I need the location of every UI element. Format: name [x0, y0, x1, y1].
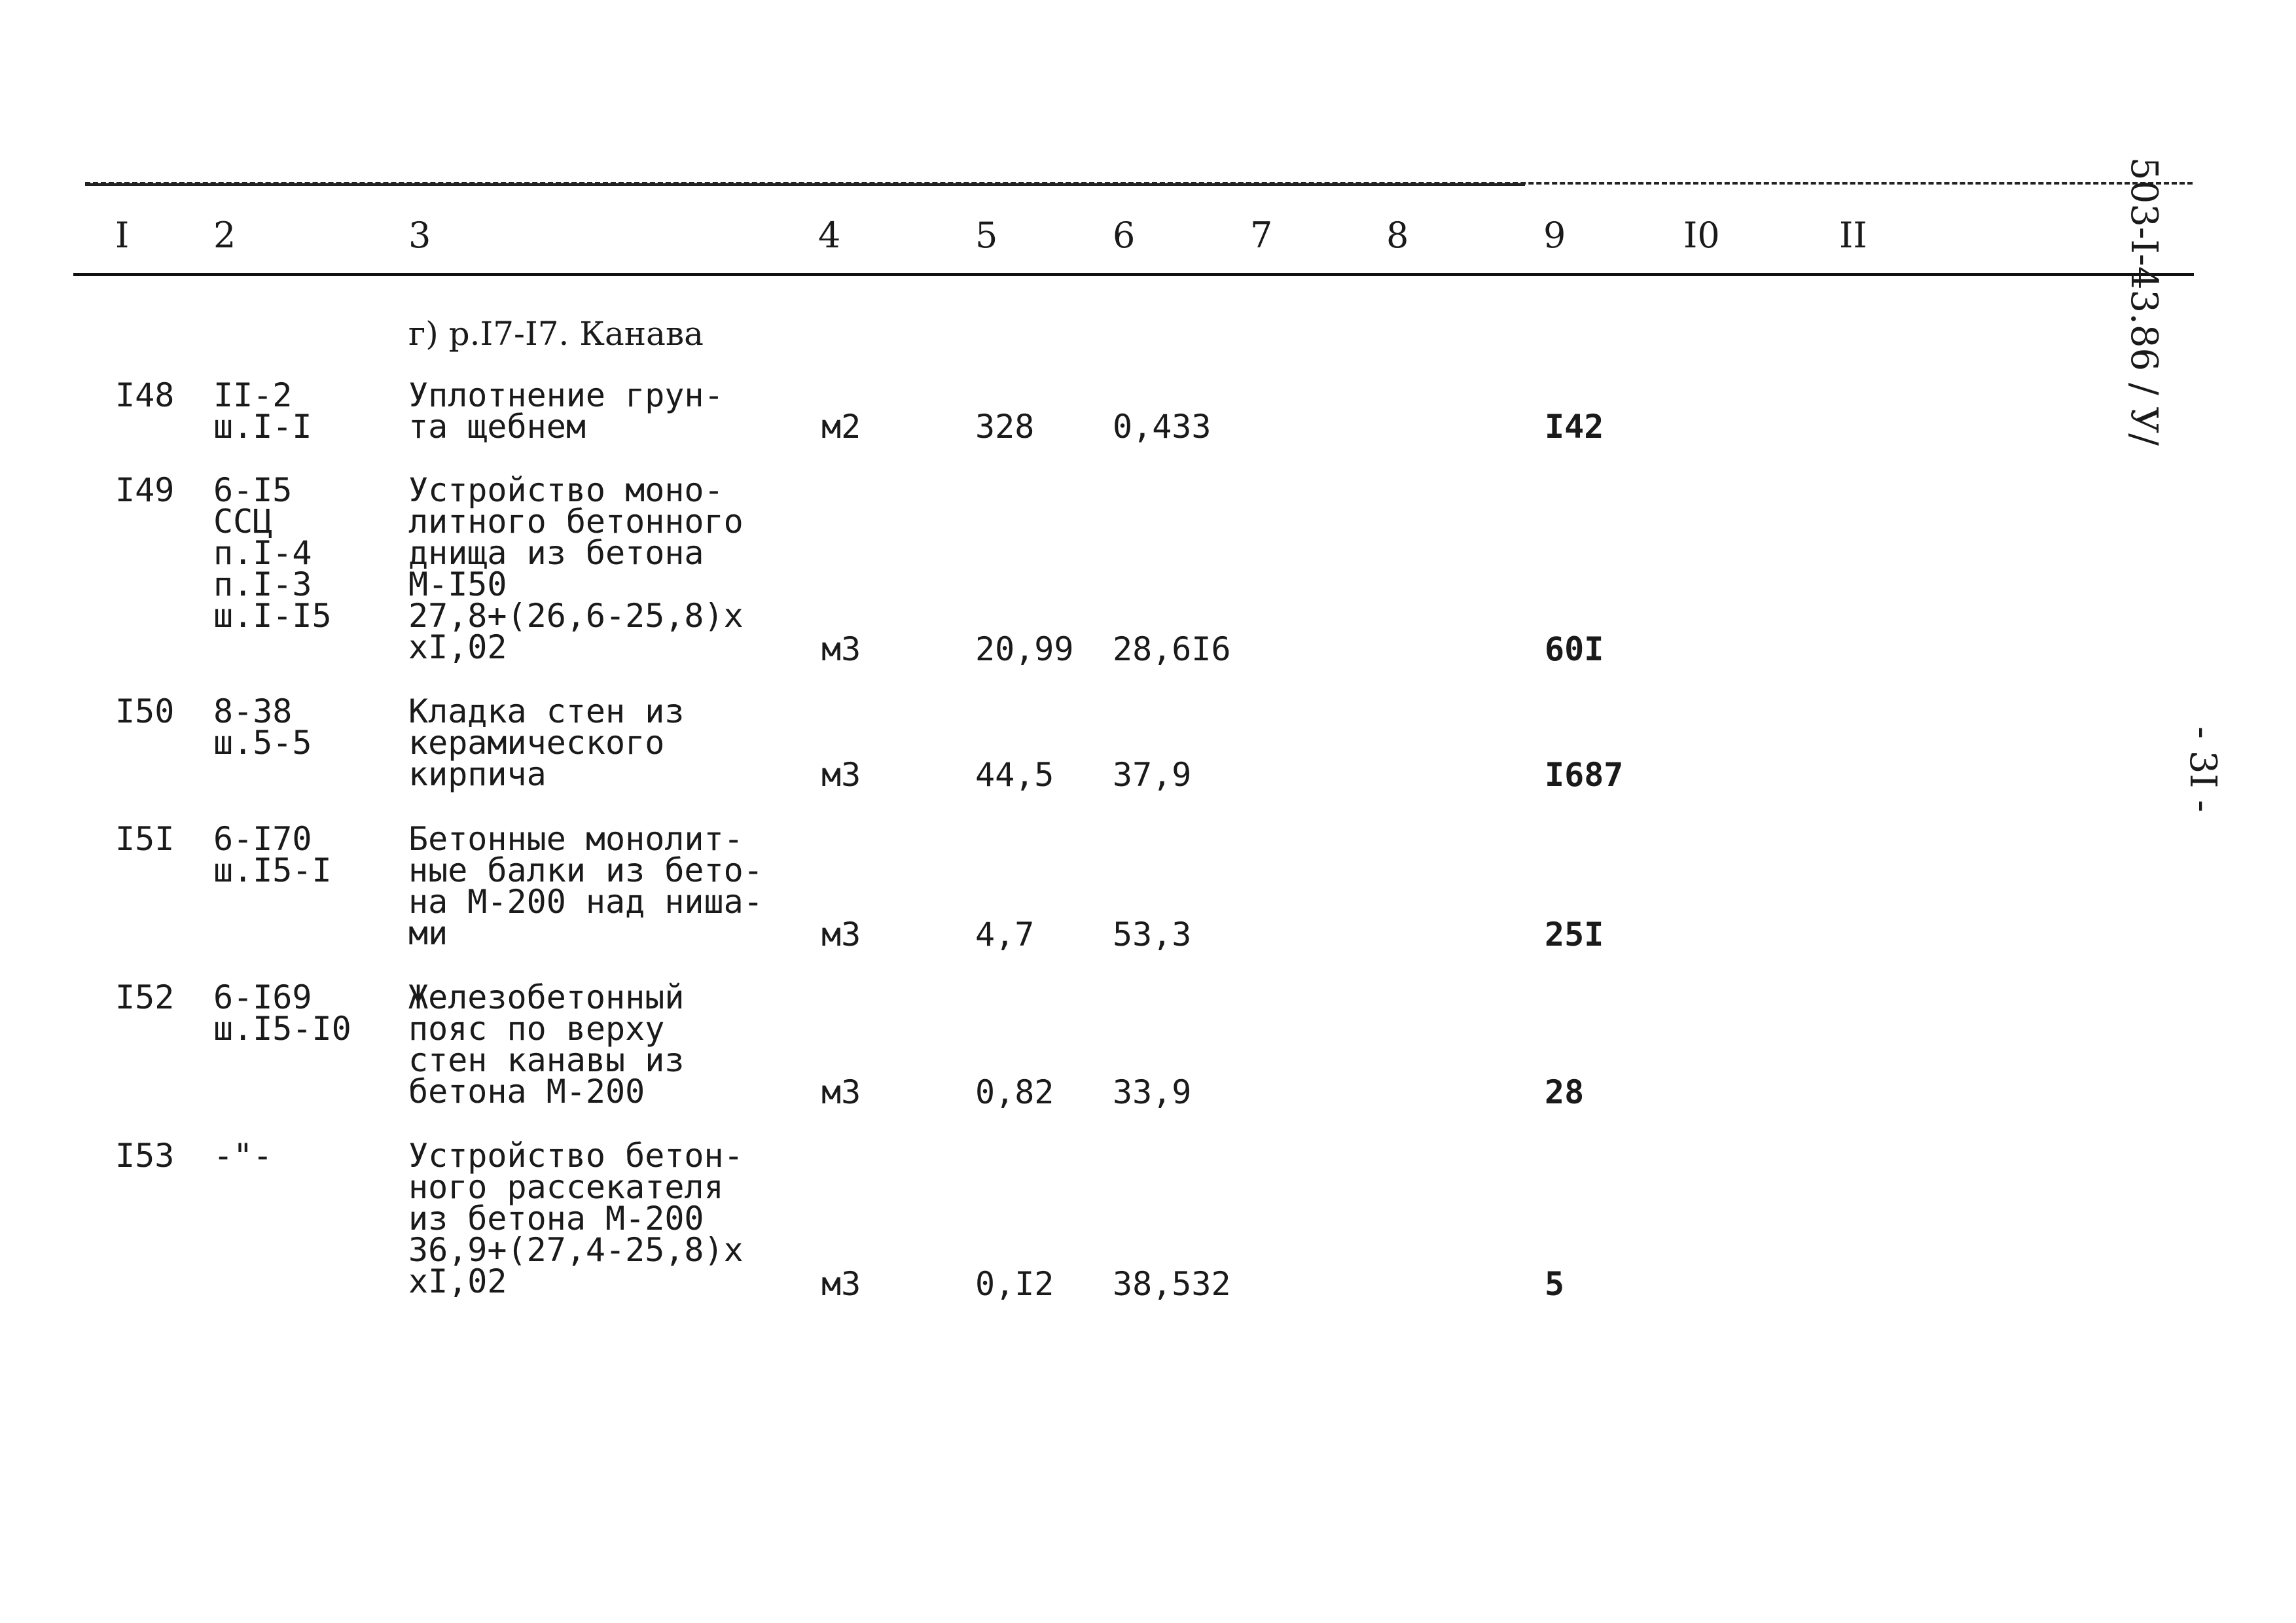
header-rule	[73, 273, 2194, 276]
row-description: Кладка стен из керамического кирпича	[408, 692, 685, 793]
col-header-5: 5	[975, 215, 998, 256]
col-header-10: I0	[1683, 215, 1720, 256]
row-description: Устройство моно- литного бетонного днища из бетона М-I50 27,8+(26,6-25,8)х хI,02	[408, 471, 744, 666]
row-description: Бетонные монолит- ные балки из бето- на М-200 над ниша- ми	[408, 820, 763, 952]
row-quantity: 20,99	[975, 630, 1074, 668]
row-number: I50	[115, 692, 175, 730]
row-code: -"-	[213, 1137, 273, 1175]
row-unit-price: 37,9	[1113, 756, 1192, 794]
row-total: 60I	[1545, 630, 1604, 668]
row-number: I53	[115, 1137, 175, 1175]
row-unit: м2	[821, 408, 861, 446]
row-quantity: 4,7	[975, 916, 1035, 954]
row-quantity: 44,5	[975, 756, 1054, 794]
row-code: 6-I70 ш.I5-I	[213, 820, 332, 889]
row-unit-price: 0,433	[1113, 408, 1211, 446]
row-description: Железобетонный пояс по верху стен канавы из бетона М-200	[408, 978, 685, 1111]
row-quantity: 328	[975, 408, 1035, 446]
row-unit: м3	[821, 630, 861, 668]
row-number: I49	[115, 471, 175, 509]
row-number: I48	[115, 376, 175, 414]
row-unit-price: 53,3	[1113, 916, 1192, 954]
row-total: I42	[1545, 408, 1604, 446]
col-header-1: I	[115, 215, 130, 256]
row-number: I5I	[115, 820, 175, 858]
col-header-3: 3	[408, 215, 431, 256]
col-header-2: 2	[213, 215, 236, 256]
page-number: - 3I -	[2181, 726, 2224, 813]
row-code: II-2 ш.I-I	[213, 376, 312, 446]
row-description: Устройство бетон- ного рассекателя из бетона М-200 36,9+(27,4-25,8)х хI,02	[408, 1137, 744, 1300]
row-unit: м3	[821, 1265, 861, 1303]
row-code: 6-I5 ССЦ п.I-4 п.I-3 ш.I-I5	[213, 471, 332, 635]
row-code: 6-I69 ш.I5-I0	[213, 978, 351, 1048]
row-unit: м3	[821, 1073, 861, 1111]
row-total: 28	[1545, 1073, 1585, 1111]
top-rule-solid	[85, 183, 1525, 186]
row-unit-price: 33,9	[1113, 1073, 1192, 1111]
col-header-7: 7	[1250, 215, 1273, 256]
col-header-6: 6	[1113, 215, 1136, 256]
document-code: 503-I-43.86 / У/	[2123, 157, 2165, 446]
col-header-8: 8	[1386, 215, 1409, 256]
row-unit: м3	[821, 756, 861, 794]
col-header-4: 4	[818, 215, 841, 256]
row-total: I687	[1545, 756, 1624, 794]
row-total: 25I	[1545, 916, 1604, 954]
col-header-11: II	[1839, 215, 1867, 256]
row-code: 8-38 ш.5-5	[213, 692, 312, 762]
row-unit-price: 38,532	[1113, 1265, 1231, 1303]
section-title: г) р.I7-I7. Канава	[408, 315, 704, 353]
row-unit: м3	[821, 916, 861, 954]
row-unit-price: 28,6I6	[1113, 630, 1231, 668]
row-total: 5	[1545, 1265, 1565, 1303]
row-quantity: 0,82	[975, 1073, 1054, 1111]
row-quantity: 0,I2	[975, 1265, 1054, 1303]
col-header-9: 9	[1543, 215, 1566, 256]
row-number: I52	[115, 978, 175, 1016]
row-description: Уплотнение грун- та щебнем	[408, 376, 724, 446]
